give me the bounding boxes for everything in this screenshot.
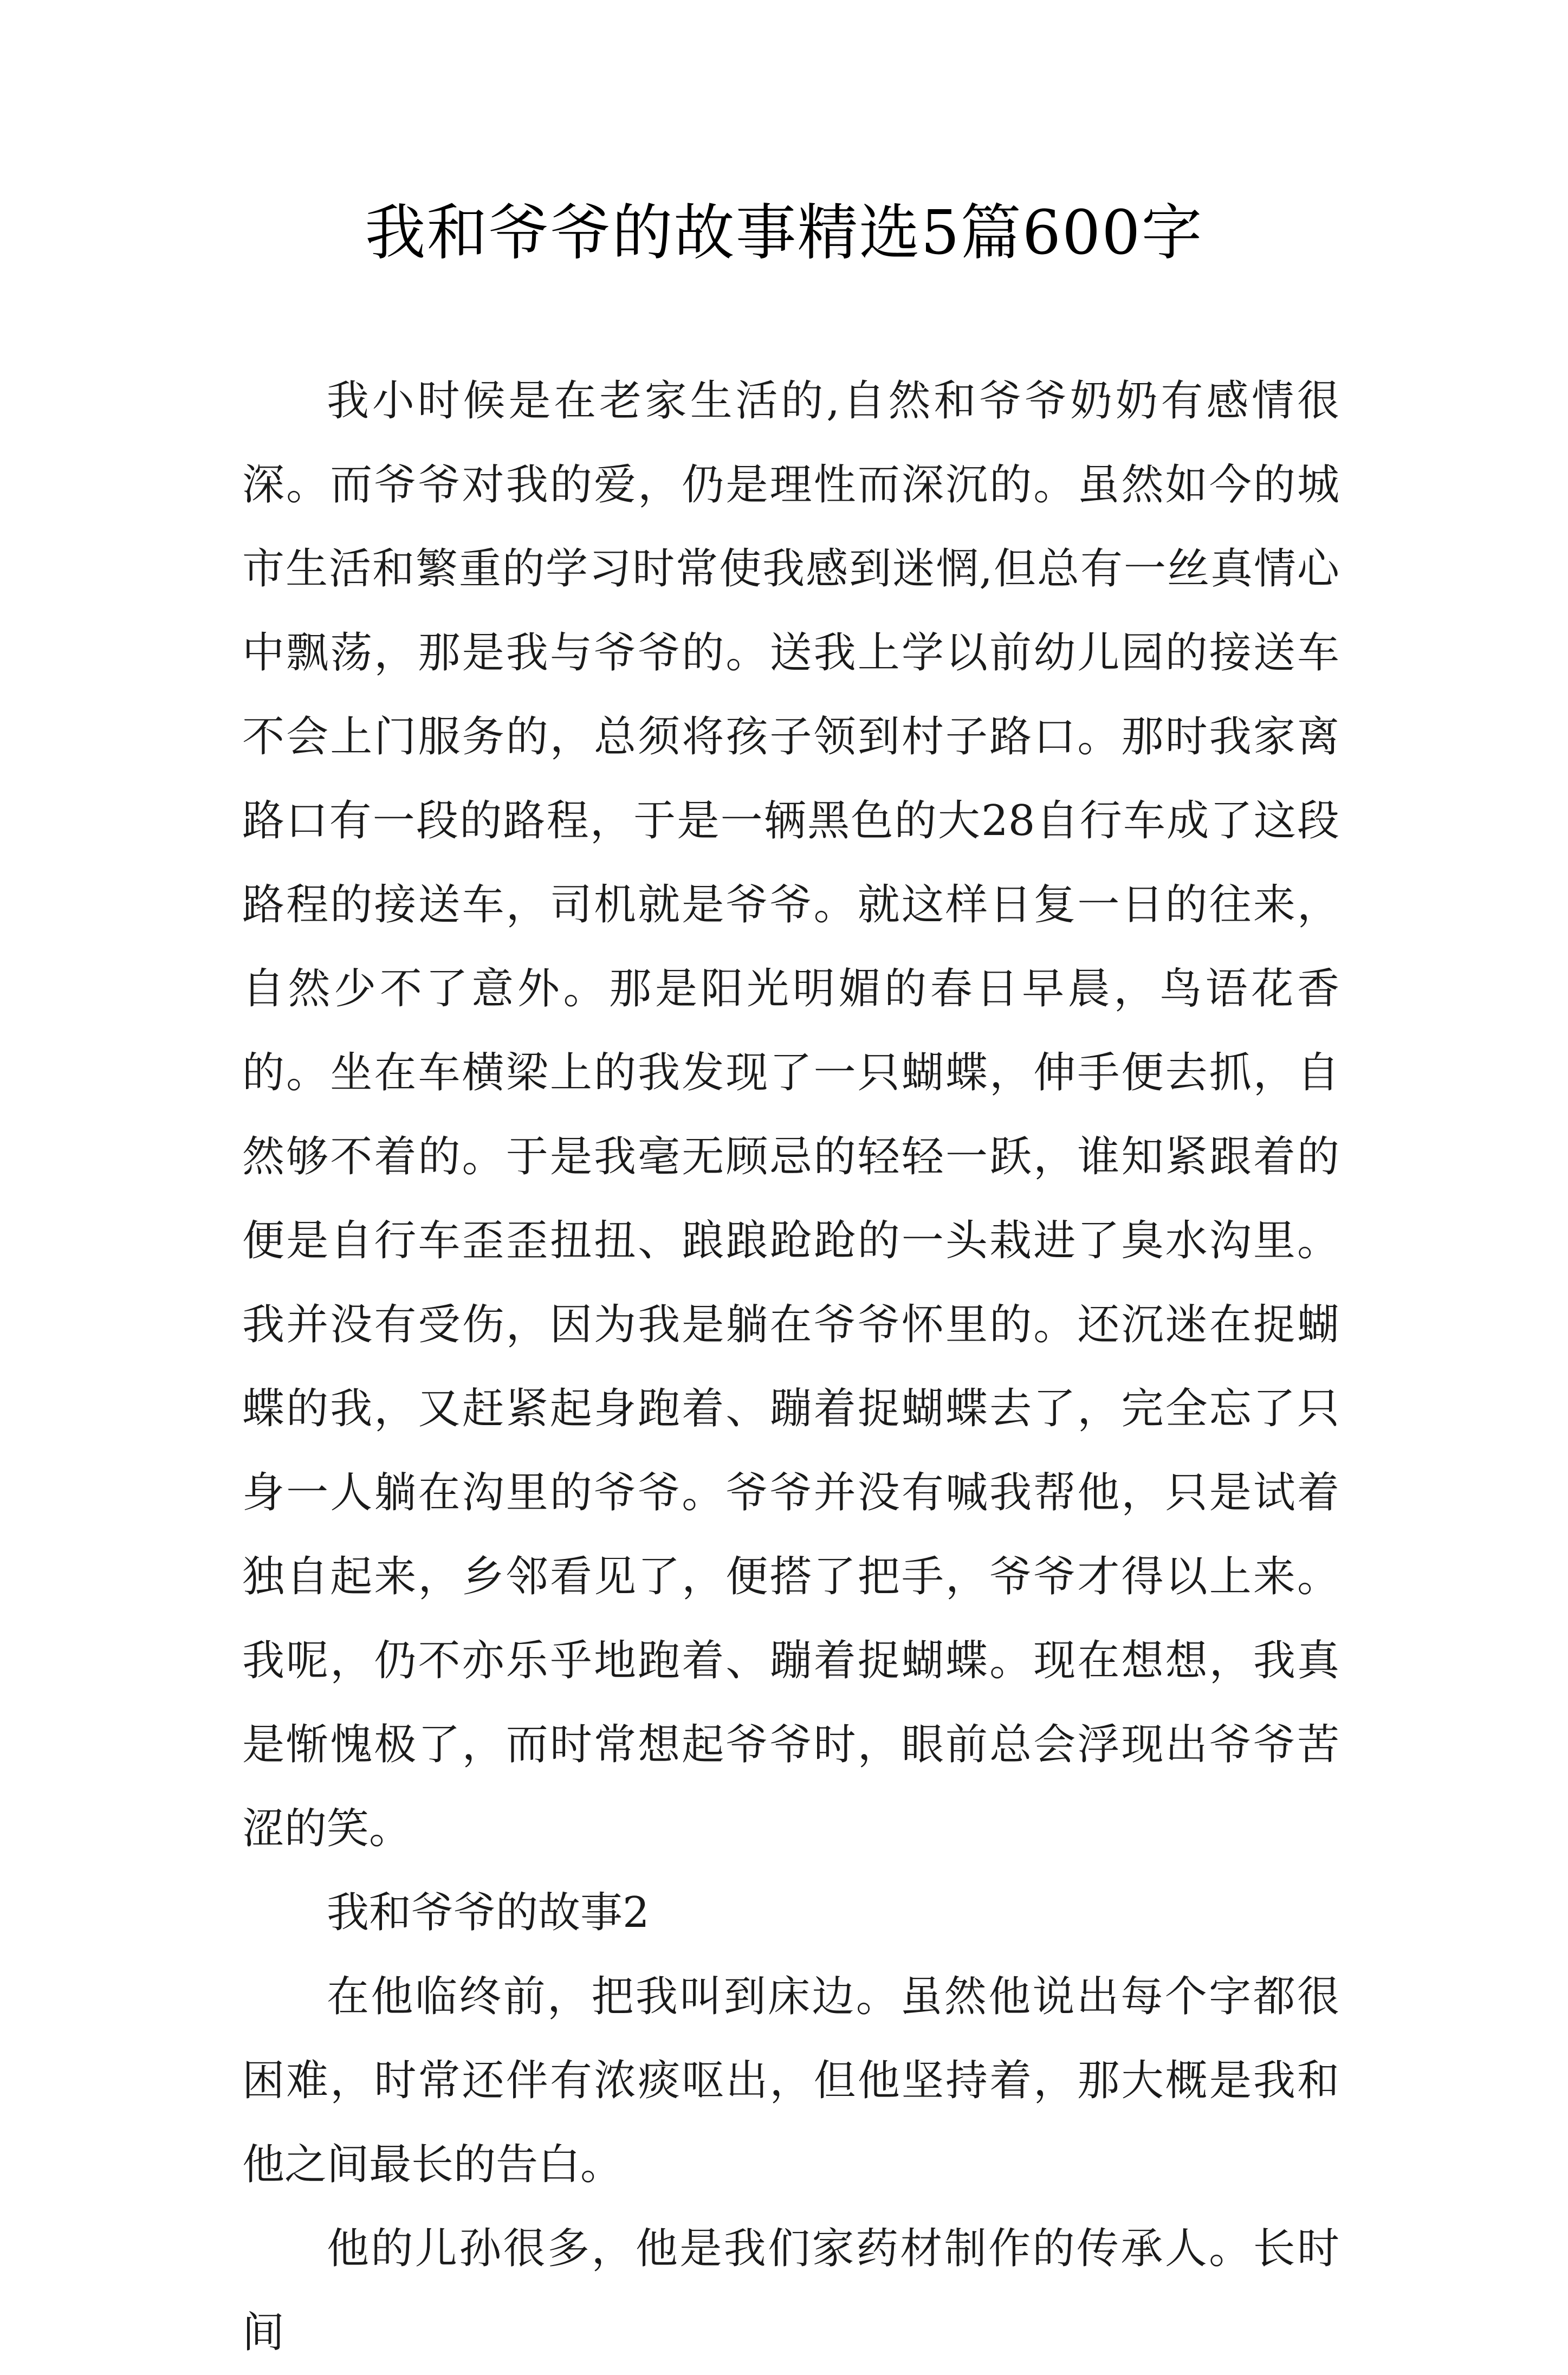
document-body (242, 359, 1339, 2375)
document-title: 我和爷爷的故事精选5篇600字 (365, 198, 1203, 268)
section-heading-2: 我和爷爷的故事2 (327, 1888, 650, 1937)
paragraph-3: 他的儿孙很多，他是我们家药材制作的传承人。长时间 (242, 2224, 1339, 2357)
paragraph-2: 在他临终前，把我叫到床边。虽然他说出每个字都很困难，时常还伴有浓痰呕出，但他坚持着，那大概是我和他之间最长的告白。 (242, 1972, 1339, 2189)
paragraph-1: 我小时候是在老家生活的,自然和爷爷奶奶有感情很深。而爷爷对我的爱，仍是理性而深沉的。虽然如今的城市生活和繁重的学习时常使我感到迷惘,但总有一丝真情心中飘荡，那是我与爷爷的。送我上学以前幼儿园的接送车不会上门服务的，总须将孩子领到村子路口。那时我家离路口有一段的路程，于是一辆黑色的大28自行车成了这段路程的接送车，司机就是爷爷。就这样日复一日的往来，自然少不了意外。那是阳光明媚的春日早晨，鸟语花香的。坐在车横梁上的我发现了一只蝴蝶，伸手便去抓，自然够不着的。于是我毫无顾忌的轻轻一跃，谁知紧跟着的便是自行车歪歪扭扭、踉踉跄跄的一头栽进了臭水沟里。我并没有受伤，因为我是躺在爷爷怀里的。还沉迷在捉蝴蝶的我，又赶紧起身跑着、蹦着捉蝴蝶去了，完全忘了只身一人躺在沟里的爷爷。爷爷并没有喊我帮他，只是试着独自起来，乡邻看见了，便搭了把手，爷爷才得以上来。我呢，仍不亦乐乎地跑着、蹦着捉蝴蝶。现在想想，我真是惭愧极了，而时常想起爷爷时，眼前总会浮现出爷爷苦涩的笑。 (242, 377, 1339, 1853)
